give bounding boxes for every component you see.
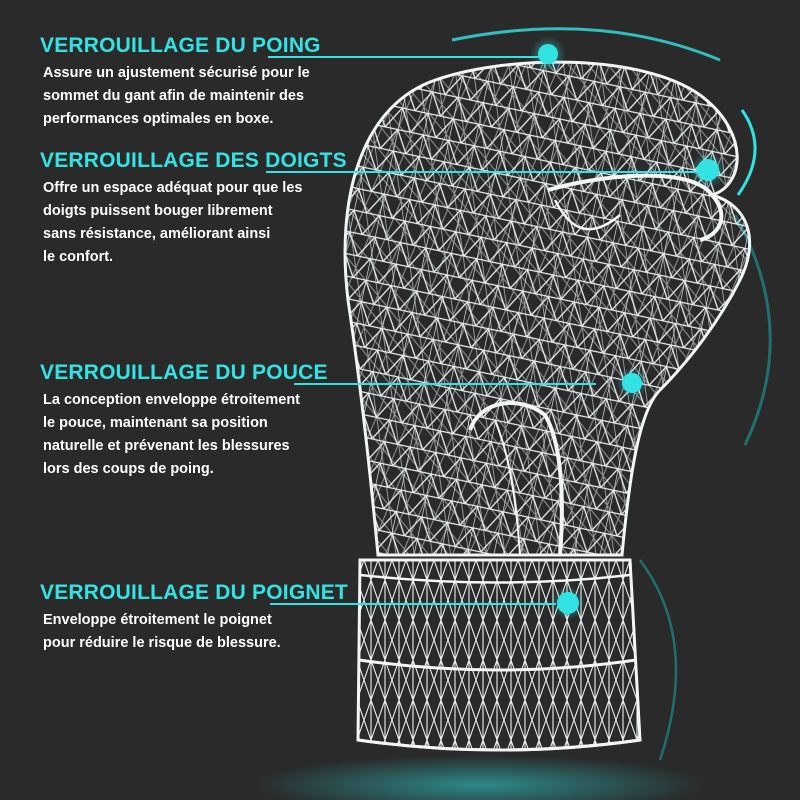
callout-description <box>43 62 321 131</box>
top-accent-arc <box>452 29 720 60</box>
description-line: sommet du gant afin de maintenir des <box>43 88 305 104</box>
description-line: Enveloppe étroitement le poignet <box>43 612 272 628</box>
floor-glow <box>250 755 710 800</box>
callout-description <box>43 177 347 269</box>
description-line: Offre un espace adéquat pour que les <box>43 180 303 196</box>
description-line: lors des coups de poing. <box>43 461 214 477</box>
description-line: pour réduire le risque de blessure. <box>43 635 281 651</box>
lower-right-arc <box>640 560 676 760</box>
boxing-glove-wireframe-icon <box>345 62 750 750</box>
callout-title: VERROUILLAGE DU POING <box>40 34 321 57</box>
description-line: sans résistance, améliorant ainsi <box>43 226 271 242</box>
callout-title: VERROUILLAGE DU POIGNET <box>40 581 348 604</box>
description-line: Assure un ajustement sécurisé pour le <box>43 65 310 81</box>
callout-title: VERROUILLAGE DES DOIGTS <box>40 149 347 172</box>
hotspot-pouce <box>622 373 642 393</box>
description-line: naturelle et prévenant les blessures <box>43 438 290 454</box>
description-line: doigts puissent bouger librement <box>43 203 273 219</box>
description-line: La conception enveloppe étroitement <box>43 392 301 408</box>
callout-description <box>43 609 348 655</box>
description-line: le pouce, maintenant sa position <box>43 415 268 431</box>
hotspot-poing <box>538 44 558 64</box>
callout-description <box>43 389 328 481</box>
hotspot-poignet <box>557 592 579 614</box>
callout-poing <box>40 34 321 131</box>
callout-poignet <box>40 581 348 655</box>
hotspot-doigts <box>697 159 719 181</box>
callout-title: VERROUILLAGE DU POUCE <box>40 361 328 384</box>
callout-pouce <box>40 361 328 481</box>
description-line: le confort. <box>43 249 114 265</box>
description-line: performances optimales en boxe. <box>43 111 274 127</box>
callout-doigts <box>40 149 347 269</box>
right-accent-arc <box>738 110 755 195</box>
